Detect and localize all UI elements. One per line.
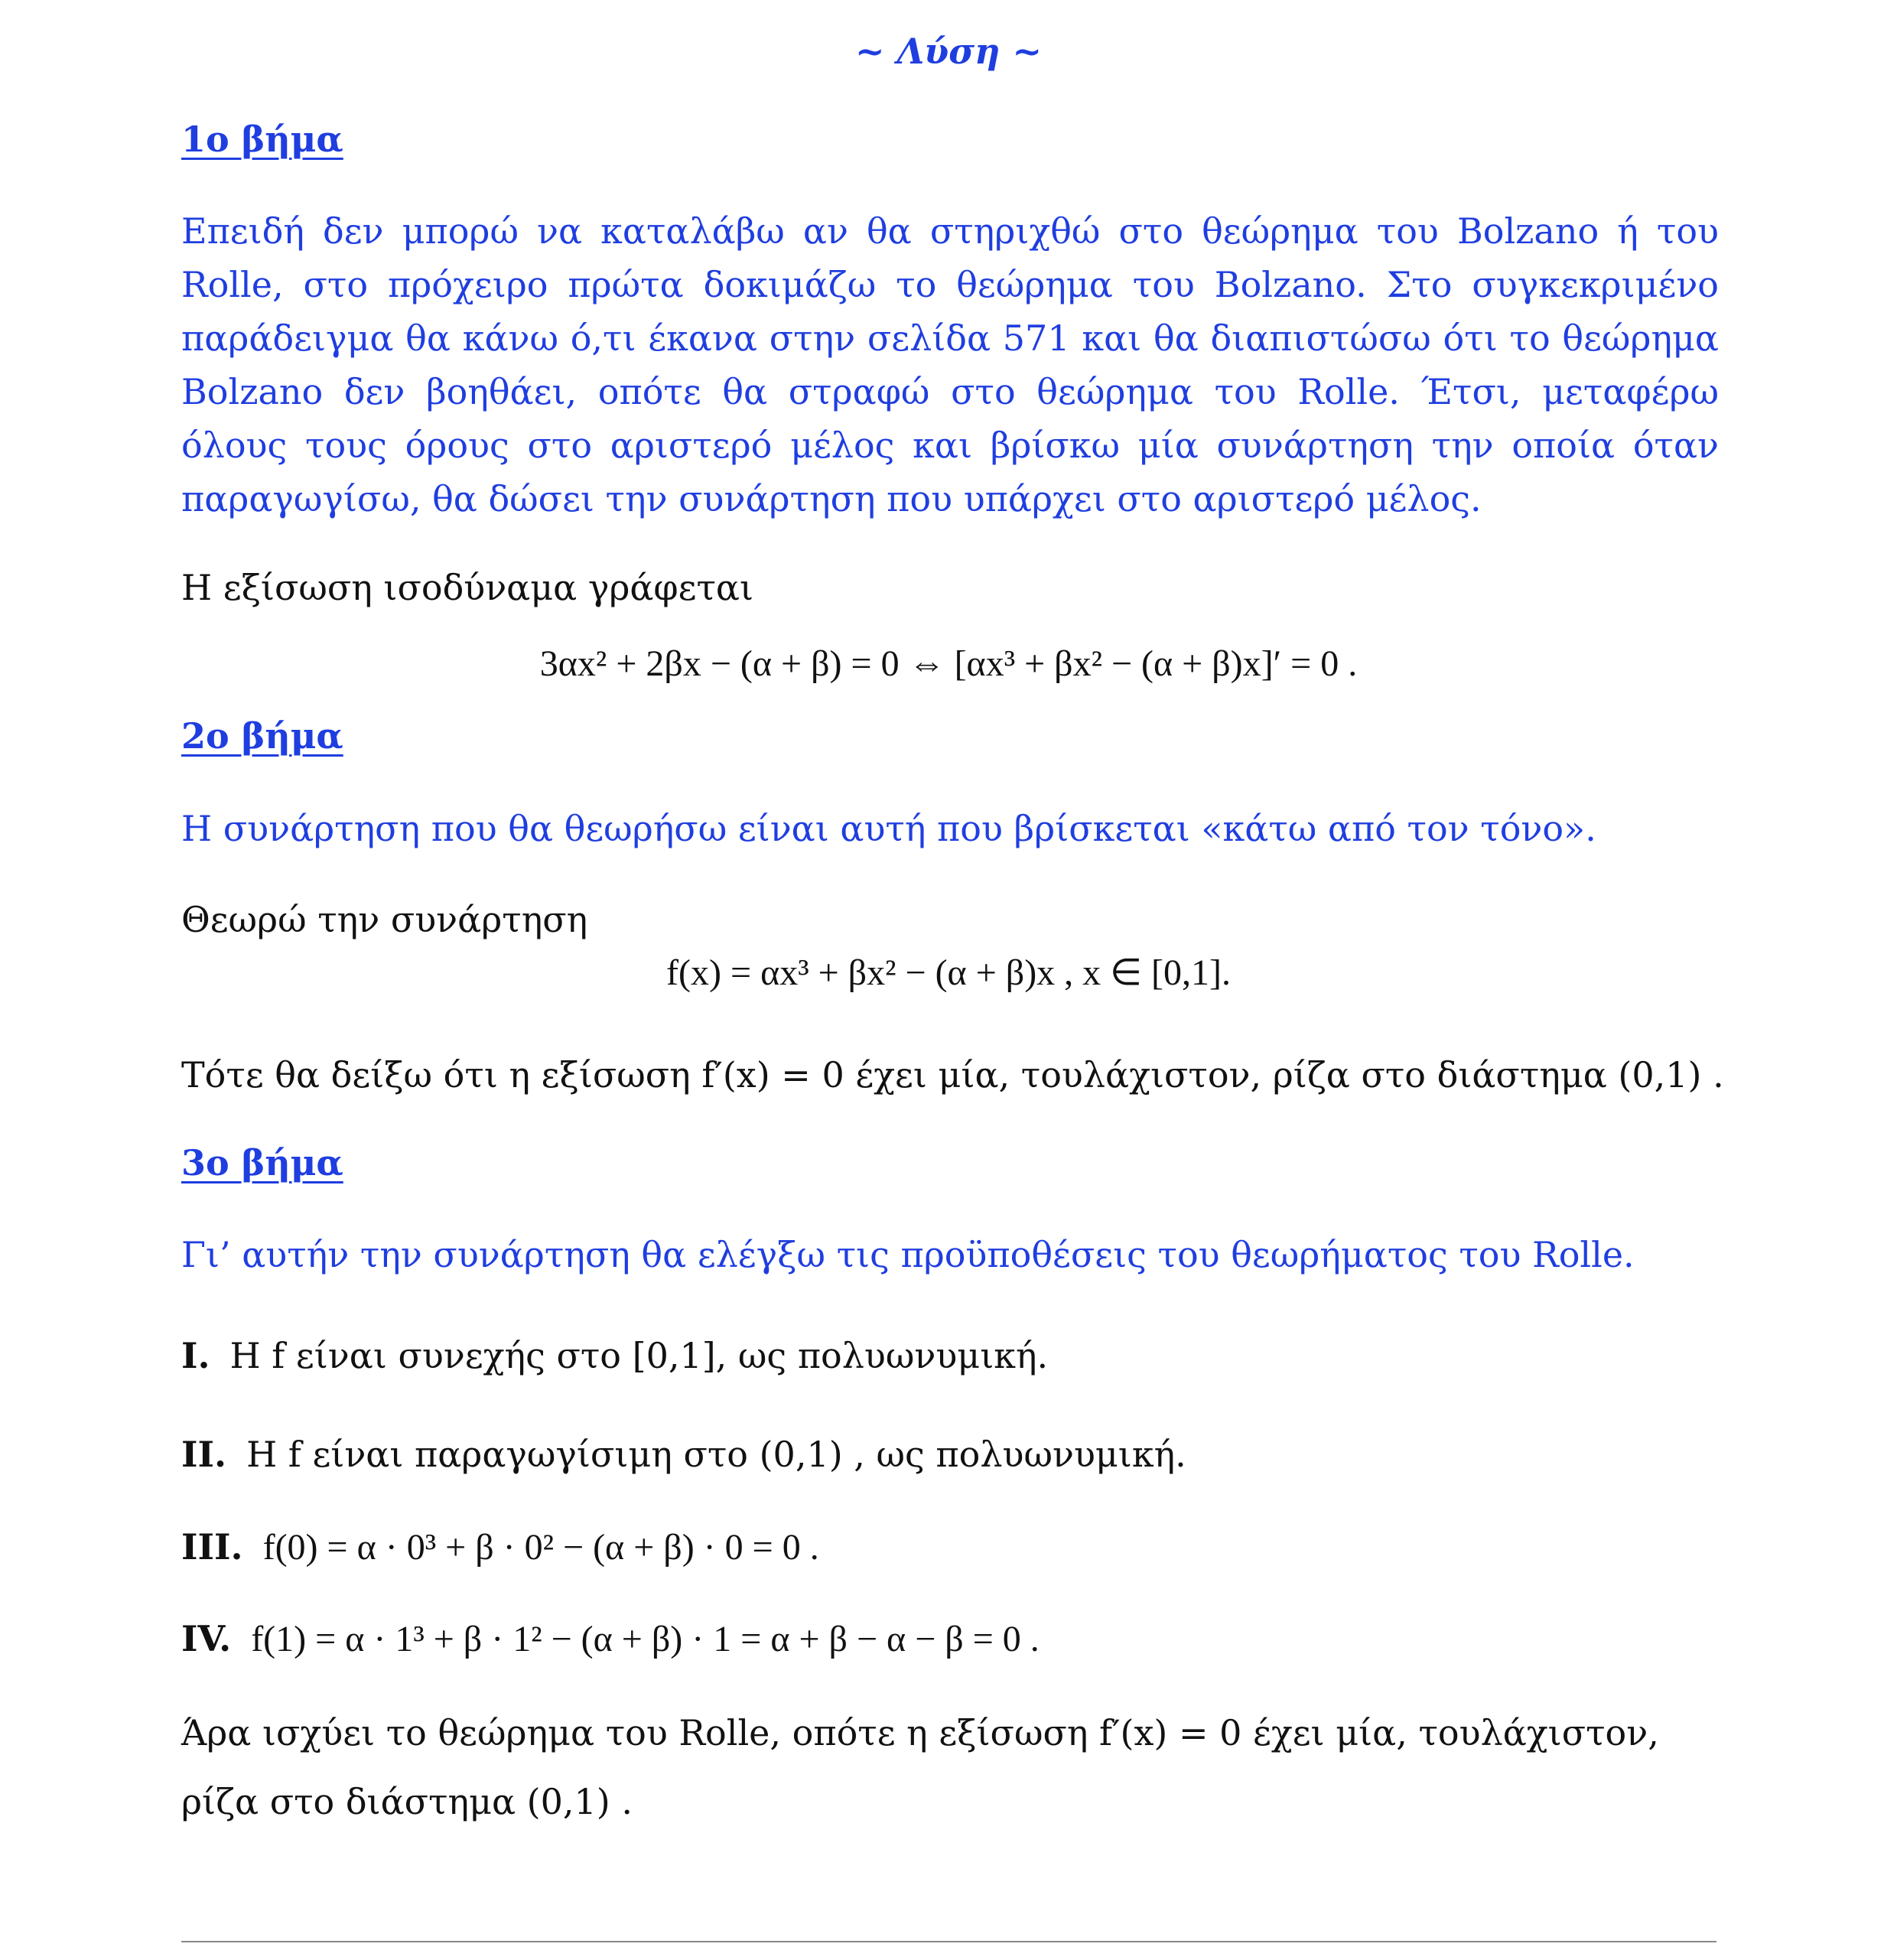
condition-iii xyxy=(181,1520,819,1574)
goal-statement: Τότε θα δείξω ότι η εξίσωση f′(x) = 0 έχει μία, τουλάχιστον, ρίζα στο διάστημα (0,1) . xyxy=(181,1054,1724,1096)
condition-i xyxy=(181,1329,1048,1382)
equivalent-equation: 3αx² + 2βx − (α + β) = 0 ⇔ [αx³ + βx² − (α + β)x]′ = 0 . xyxy=(539,643,1358,684)
conclusion-line-2: ρίζα στο διάστημα (0,1) . xyxy=(181,1781,633,1822)
condition-iv xyxy=(181,1612,1040,1666)
condition-numeral: II. xyxy=(181,1434,227,1475)
step-1-heading: 1ο βήμα xyxy=(181,119,343,160)
function-intro: Θεωρώ την συνάρτηση xyxy=(181,899,588,940)
function-definition: f(x) = αx³ + βx² − (α + β)x , x ∈ [0,1]. xyxy=(666,952,1231,993)
step-2-explanation: Η συνάρτηση που θα θεωρήσω είναι αυτή που βρίσκεται «κάτω από τον τόνο». xyxy=(181,808,1596,849)
step-3-explanation: Γι’ αυτήν την συνάρτηση θα ελέγξω τις προϋποθέσεις του θεωρήματος του Rolle. xyxy=(181,1234,1635,1275)
conclusion-line-1: Άρα ισχύει το θεώρημα του Rolle, οπότε η εξίσωση f′(x) = 0 έχει μία, τουλάχιστον, xyxy=(181,1712,1659,1753)
condition-numeral: III. xyxy=(181,1526,243,1568)
equation-intro: Η εξίσωση ισοδύναμα γράφεται xyxy=(181,567,754,608)
condition-text: f(1) = α · 1³ + β · 1² − (α + β) · 1 = α + β − α − β = 0 . xyxy=(251,1619,1040,1659)
condition-numeral: I. xyxy=(181,1335,210,1376)
step-3-heading: 3ο βήμα xyxy=(181,1142,343,1183)
condition-text: Η f είναι συνεχής στο [0,1], ως πολυωνυμική. xyxy=(229,1335,1049,1376)
condition-numeral: IV. xyxy=(181,1618,232,1659)
condition-text: Η f είναι παραγωγίσιμη στο (0,1) , ως πολυωνυμική. xyxy=(246,1434,1186,1475)
solution-title: ~ Λύση ~ xyxy=(854,31,1043,72)
step-2-heading: 2ο βήμα xyxy=(181,715,343,757)
step-1-explanation: Επειδή δεν μπορώ να καταλάβω αν θα στηριχθώ στο θεώρημα του Bolzano ή του Rolle, στο πρόχειρο πρώτα δοκιμάζω το θεώρημα του Bolzano. Στο συγκεκριμένο παράδειγμα θα κάνω ό,τι έκανα στην σελίδα 571 και θα διαπιστώσω ότι το θεώρημα Bolzano δεν βοηθάει, οπότε θα στραφώ στο θεώρημα του Rolle. Έτσι, μεταφέρω όλους τους όρους στο αριστερό μέλος και βρίσκω μία συνάρτηση την οποία όταν παραγωγίσω, θα δώσει την συνάρτηση που υπάρχει στο αριστερό μέλος. xyxy=(181,210,1719,519)
condition-ii xyxy=(181,1428,1186,1481)
condition-text: f(0) = α · 0³ + β · 0² − (α + β) · 0 = 0 . xyxy=(262,1527,819,1568)
footer-divider xyxy=(181,1941,1716,1942)
